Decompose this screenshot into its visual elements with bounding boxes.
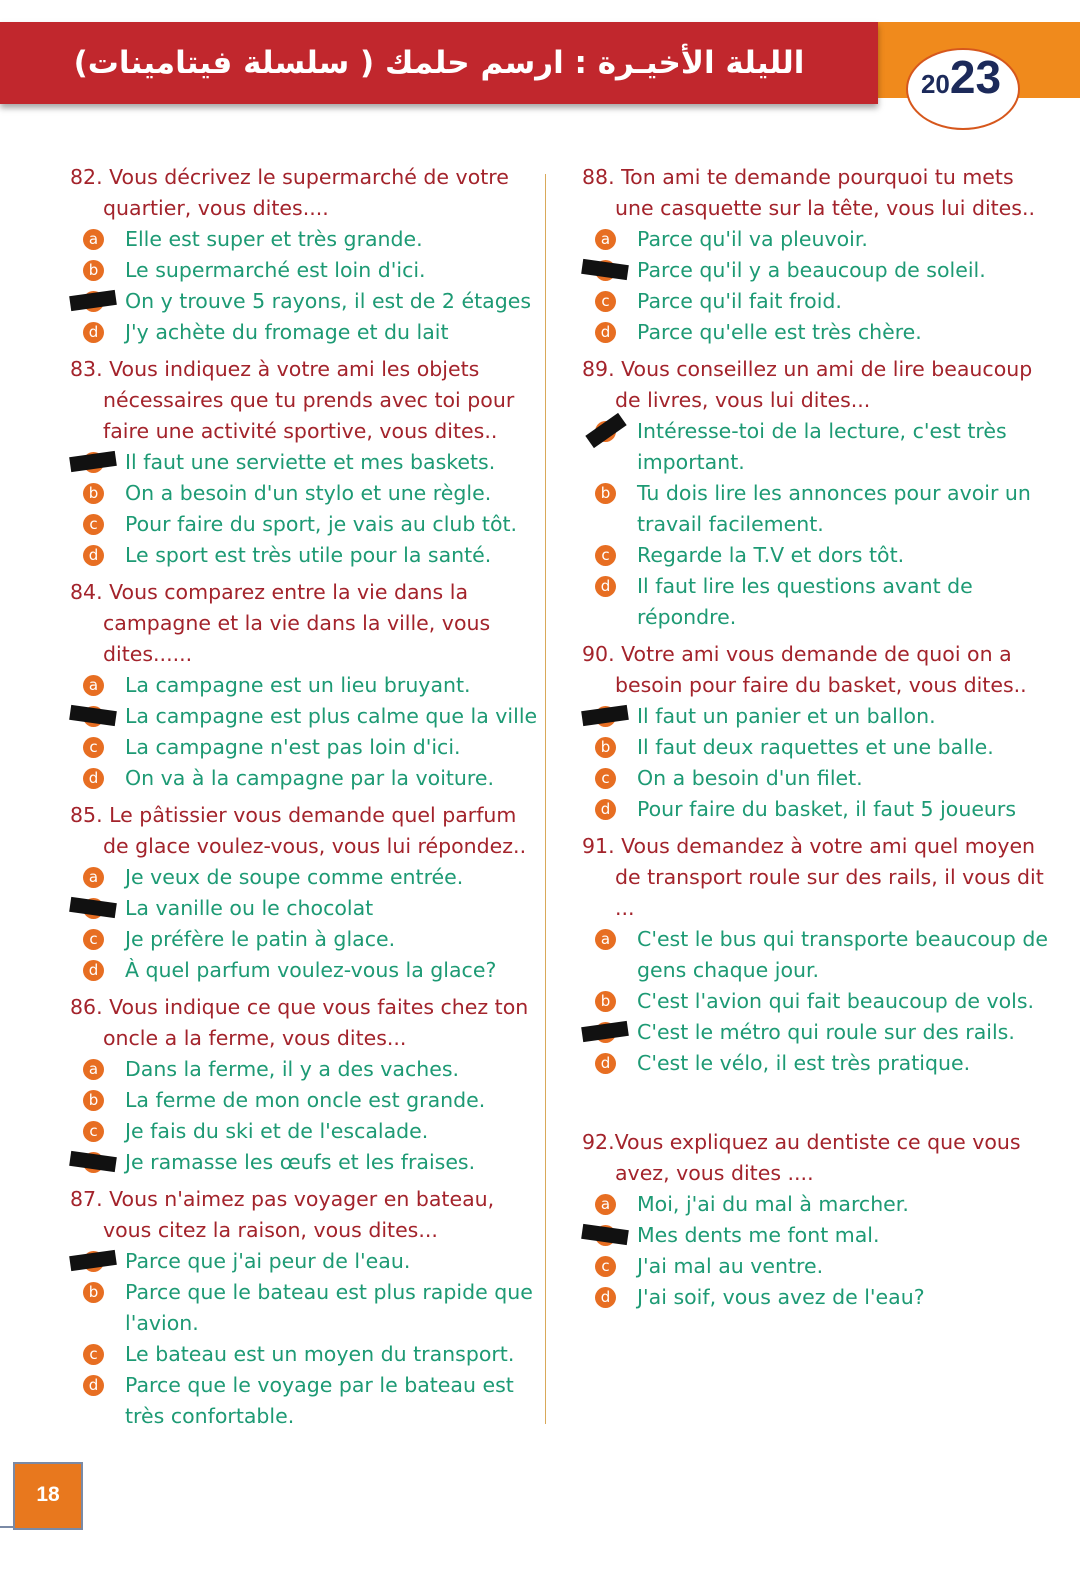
question-block: [70, 992, 540, 1178]
option-letter-badge: d: [83, 1375, 104, 1396]
answer-option-b: [582, 478, 1052, 540]
column-divider: [545, 174, 546, 1424]
answer-marker: [69, 1250, 117, 1271]
option-text: Moi, j'ai du mal à marcher.: [637, 1192, 909, 1216]
answer-option-a: [70, 224, 540, 255]
option-text: C'est l'avion qui fait beaucoup de vols.: [637, 989, 1035, 1013]
option-letter-badge: d: [595, 322, 616, 343]
year-prefix: 20: [920, 69, 950, 99]
option-letter-badge: d: [83, 960, 104, 981]
answer-marker: [585, 413, 626, 448]
question-block: [582, 354, 1052, 633]
option-text: J'y achète du fromage et du lait: [125, 320, 449, 344]
option-text: Parce qu'il va pleuvoir.: [637, 227, 868, 251]
answer-option-c: [582, 1017, 1052, 1048]
answer-option-c: [582, 1251, 1052, 1282]
option-letter-badge: c: [83, 514, 104, 535]
question-block: [582, 831, 1052, 1079]
answer-option-c: [582, 286, 1052, 317]
page-number: 18: [13, 1462, 83, 1530]
question-block: [70, 800, 540, 986]
answer-option-c: [582, 763, 1052, 794]
question-block: [70, 354, 540, 571]
option-text: Mes dents me font mal.: [637, 1223, 880, 1247]
answer-option-d: [582, 1282, 1052, 1313]
answer-option-b: [582, 1220, 1052, 1251]
option-text: Je veux de soupe comme entrée.: [125, 865, 464, 889]
option-text: Parce qu'il y a beaucoup de soleil.: [637, 258, 986, 282]
question-text: 86. Vous indique ce que vous faites chez ton oncle a la ferme, vous dites...: [70, 995, 529, 1050]
option-text: C'est le vélo, il est très pratique.: [637, 1051, 971, 1075]
option-letter-badge: c: [595, 1256, 616, 1277]
question-text: 83. Vous indiquez à votre ami les objets nécessaires que tu prends avec toi pour faire une activité sportive, vous dites..: [70, 357, 515, 443]
option-letter-badge: a: [83, 1059, 104, 1080]
answer-option-d: [582, 794, 1052, 825]
option-letter-badge: d: [83, 545, 104, 566]
option-text: Regarde la T.V et dors tôt.: [637, 543, 905, 567]
page-number-line: [0, 1526, 14, 1528]
question-block: [70, 162, 540, 348]
question-text: 82. Vous décrivez le supermarché de votre quartier, vous dites....: [70, 165, 509, 220]
answer-option-d: [582, 317, 1052, 348]
option-letter-badge: a: [595, 229, 616, 250]
answer-option-d: [70, 955, 540, 986]
option-text: Le supermarché est loin d'ici.: [125, 258, 426, 282]
answer-option-a: [582, 224, 1052, 255]
answer-option-a: [70, 862, 540, 893]
question-text: 85. Le pâtissier vous demande quel parfum de glace voulez-vous, vous lui répondez..: [70, 803, 527, 858]
year-suffix: 23: [949, 51, 1002, 103]
answer-option-d: [70, 317, 540, 348]
answer-option-d: [582, 571, 1052, 633]
option-text: La campagne n'est pas loin d'ici.: [125, 735, 461, 759]
option-letter-badge: d: [595, 576, 616, 597]
answer-option-b: [582, 732, 1052, 763]
option-text: On a besoin d'un filet.: [637, 766, 863, 790]
answer-marker: [581, 705, 629, 726]
answer-marker: [581, 1224, 629, 1245]
option-letter-badge: c: [83, 1121, 104, 1142]
option-text: J'ai soif, vous avez de l'eau?: [637, 1285, 925, 1309]
option-letter-badge: b: [83, 260, 104, 281]
question-text: 88. Ton ami te demande pourquoi tu mets une casquette sur la tête, vous lui dites..: [582, 165, 1036, 220]
option-text: Il faut lire les questions avant de répondre.: [637, 574, 973, 629]
option-text: Parce qu'il fait froid.: [637, 289, 842, 313]
option-letter-badge: c: [83, 929, 104, 950]
option-text: Il faut un panier et un ballon.: [637, 704, 936, 728]
option-letter-badge: c: [595, 291, 616, 312]
right-column: [582, 162, 1052, 1319]
answer-option-c: [70, 732, 540, 763]
option-text: Il faut deux raquettes et une balle.: [637, 735, 994, 759]
answer-option-d: [70, 540, 540, 571]
option-letter-badge: b: [83, 1090, 104, 1111]
answer-option-b: [70, 255, 540, 286]
answer-option-c: [70, 286, 540, 317]
question-block: [582, 162, 1052, 348]
option-letter-badge: d: [595, 1287, 616, 1308]
answer-option-b: [70, 1277, 540, 1339]
answer-option-a: [70, 1246, 540, 1277]
answer-option-b: [70, 893, 540, 924]
option-text: On va à la campagne par la voiture.: [125, 766, 495, 790]
answer-option-b: [70, 1085, 540, 1116]
option-letter-badge: a: [83, 867, 104, 888]
option-text: La campagne est un lieu bruyant.: [125, 673, 471, 697]
option-letter-badge: c: [595, 768, 616, 789]
option-letter-badge: b: [83, 1282, 104, 1303]
answer-option-c: [70, 509, 540, 540]
answer-option-d: [70, 1147, 540, 1178]
answer-option-a: [70, 447, 540, 478]
question-block: [582, 1127, 1052, 1313]
answer-option-a: [70, 670, 540, 701]
question-text: 90. Votre ami vous demande de quoi on a besoin pour faire du basket, vous dites..: [582, 642, 1027, 697]
option-text: La campagne est plus calme que la ville: [125, 704, 538, 728]
option-text: Je ramasse les œufs et les fraises.: [125, 1150, 476, 1174]
answer-option-a: [70, 1054, 540, 1085]
answer-option-c: [582, 540, 1052, 571]
question-text: 92.Vous expliquez au dentiste ce que vous avez, vous dites ....: [582, 1130, 1021, 1185]
answer-option-a: [582, 701, 1052, 732]
option-letter-badge: a: [83, 675, 104, 696]
option-letter-badge: b: [595, 991, 616, 1012]
option-text: C'est le bus qui transporte beaucoup de gens chaque jour.: [637, 927, 1049, 982]
answer-option-d: [70, 763, 540, 794]
answer-option-c: [70, 924, 540, 955]
answer-option-c: [70, 1116, 540, 1147]
question-block: [70, 577, 540, 794]
option-letter-badge: a: [595, 1194, 616, 1215]
option-text: À quel parfum voulez-vous la glace?: [125, 958, 497, 982]
page-title: الليلة الأخيـرة : ارسم حلمك ( سلسلة فيتامينات): [73, 45, 805, 81]
answer-option-b: [582, 986, 1052, 1017]
option-text: Pour faire du sport, je vais au club tôt.: [125, 512, 518, 536]
option-text: Le sport est très utile pour la santé.: [125, 543, 492, 567]
option-text: Dans la ferme, il y a des vaches.: [125, 1057, 460, 1081]
answer-option-d: [582, 1048, 1052, 1079]
option-letter-badge: d: [83, 322, 104, 343]
option-letter-badge: c: [595, 545, 616, 566]
question-gap: [582, 1085, 1052, 1127]
option-text: C'est le métro qui roule sur des rails.: [637, 1020, 1015, 1044]
option-letter-badge: b: [595, 483, 616, 504]
option-letter-badge: c: [83, 1344, 104, 1365]
question-text: 91. Vous demandez à votre ami quel moyen de transport roule sur des rails, il vous dit ...: [582, 834, 1044, 920]
answer-marker: [69, 290, 117, 311]
option-text: La vanille ou le chocolat: [125, 896, 374, 920]
answer-option-a: [582, 1189, 1052, 1220]
left-column: [70, 162, 540, 1438]
answer-option-a: [582, 924, 1052, 986]
option-letter-badge: a: [83, 229, 104, 250]
option-text: Intéresse-toi de la lecture, c'est très important.: [637, 419, 1007, 474]
question-text: 87. Vous n'aimez pas voyager en bateau, vous citez la raison, vous dites...: [70, 1187, 495, 1242]
option-text: Parce qu'elle est très chère.: [637, 320, 922, 344]
answer-marker: [69, 451, 117, 472]
option-letter-badge: b: [83, 483, 104, 504]
answer-option-b: [70, 478, 540, 509]
question-block: [582, 639, 1052, 825]
year-label: [906, 50, 1016, 104]
answer-option-b: [70, 701, 540, 732]
option-text: J'ai mal au ventre.: [637, 1254, 824, 1278]
answer-marker: [69, 1151, 117, 1172]
answer-option-b: [582, 255, 1052, 286]
answer-marker: [581, 259, 629, 280]
question-text: 89. Vous conseillez un ami de lire beaucoup de livres, vous lui dites...: [582, 357, 1033, 412]
answer-marker: [581, 1021, 629, 1042]
answer-option-a: [582, 416, 1052, 478]
option-text: Pour faire du basket, il faut 5 joueurs: [637, 797, 1017, 821]
option-text: Parce que le bateau est plus rapide que l'avion.: [125, 1280, 533, 1335]
answer-option-c: [70, 1339, 540, 1370]
option-letter-badge: c: [83, 737, 104, 758]
option-text: Parce que le voyage par le bateau est très confortable.: [125, 1373, 514, 1428]
option-text: Il faut une serviette et mes baskets.: [125, 450, 496, 474]
option-letter-badge: d: [83, 768, 104, 789]
answer-option-d: [70, 1370, 540, 1432]
answer-marker: [69, 897, 117, 918]
question-text: 84. Vous comparez entre la vie dans la campagne et la vie dans la ville, vous dites......: [70, 580, 491, 666]
option-text: On a besoin d'un stylo et une règle.: [125, 481, 492, 505]
option-letter-badge: d: [595, 799, 616, 820]
option-letter-badge: b: [595, 737, 616, 758]
option-text: La ferme de mon oncle est grande.: [125, 1088, 486, 1112]
option-letter-badge: a: [595, 929, 616, 950]
option-text: Parce que j'ai peur de l'eau.: [125, 1249, 411, 1273]
option-text: Je préfère le patin à glace.: [125, 927, 396, 951]
option-text: Tu dois lire les annonces pour avoir un travail facilement.: [637, 481, 1031, 536]
option-letter-badge: d: [595, 1053, 616, 1074]
option-text: Je fais du ski et de l'escalade.: [125, 1119, 429, 1143]
question-block: [70, 1184, 540, 1432]
option-text: Elle est super et très grande.: [125, 227, 423, 251]
option-text: Le bateau est un moyen du transport.: [125, 1342, 515, 1366]
answer-marker: [69, 705, 117, 726]
option-text: On y trouve 5 rayons, il est de 2 étages: [125, 289, 532, 313]
